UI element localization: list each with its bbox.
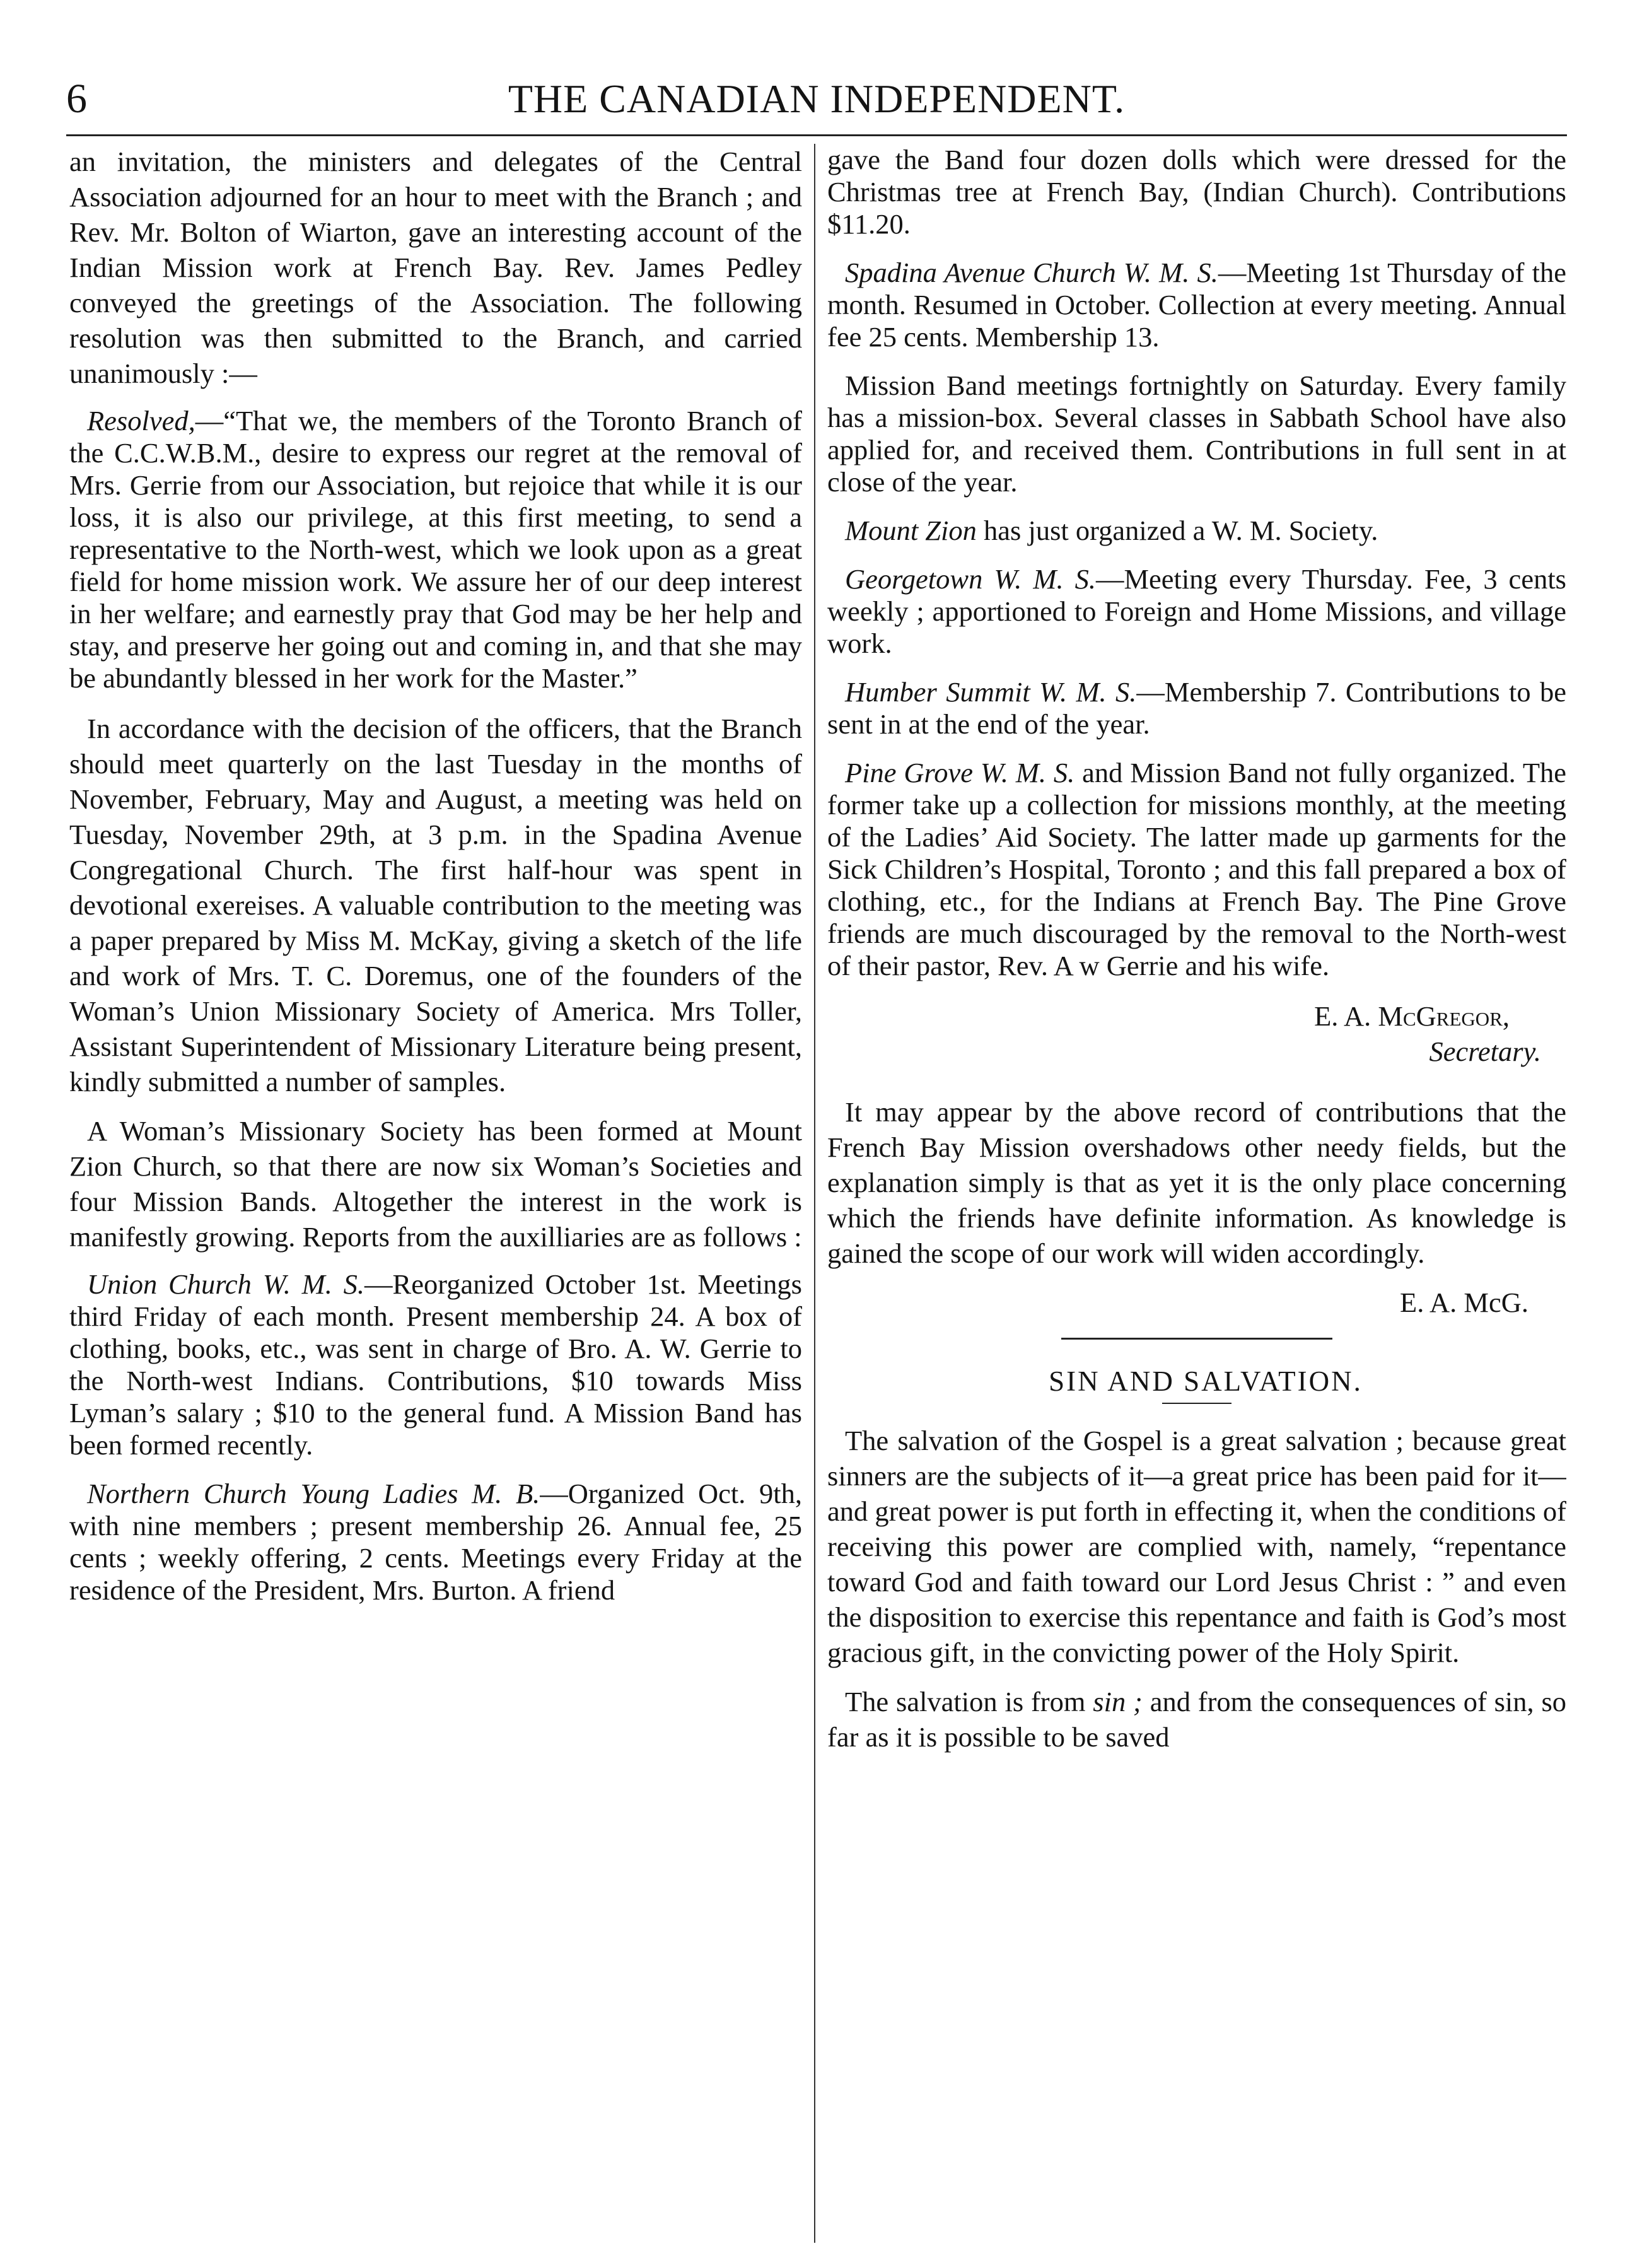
- paragraph-invitation: an invitation, the ministers and delegates of the Central Association adjourned for an hour to meet with the Branch ; and Rev. Mr. Bolton of Wiarton, gave an interesting account of the Indian Mission work at French Bay. Rev. James Pedley conveyed the greetings of the Association. The following resolution was then submitted to the Branch, and carried unanimously :—: [69, 146, 802, 389]
- report-georgetown: [827, 563, 1566, 660]
- paragraph-meeting: In accordance with the decision of the officers, that the Branch should meet quarterly on the last Tuesday in the months of November, February, May and August, a meeting was held on Tuesday, November 29th, at 3 p.m. in the Spadina Avenue Congregational Church. The first half-hour was spent in devotional exereises. A valuable contribution to the meeting was a paper prepared by Miss M. McKay, giving a sketch of the life and work of Mrs. T. C. Doremus, one of the founders of the Woman’s Union Missionary Society of America. Mrs Toller, Assistant Superintendent of Missionary Literature being present, kindly submitted a number of samples.: [69, 713, 802, 1097]
- resolution-text: —“That we, the members of the Toronto Branch of the C.C.W.B.M., desire to express our regret at the removal of Mrs. Gerrie from our Association, but rejoice that while it is our loss, it is also our privilege, at this first meeting, to send a representative to the North-west, which we look upon as a great field for home mission work. We assure her of our deep interest in her welfare; and earnestly pray that God may be her help and stay, and preserve her going out and coming in, and that she may be abundantly blessed in her work for the Master.”: [69, 405, 802, 694]
- report-label: Northern Church Young Ladies M. B.: [87, 1478, 540, 1509]
- report-text: —Meeting every Thursday. Fee, 3 cents weekly ; apportioned to Foreign and Home Missions, and village work.: [827, 563, 1566, 659]
- report-text: —Reorganized October 1st. Meetings third Friday of each month. Present membership 24. A box of clothing, books, etc., was sent in charge of Bro. A. W. Gerrie to the North-west Indians. Contributions, $10 towards Miss Lyman’s salary ; $10 to the general fund. A Mission Band has been formed recently.: [69, 1268, 802, 1461]
- masthead-title: THE CANADIAN INDEPENDENT.: [508, 76, 1126, 121]
- paragraph-salvation-from-sin: [827, 1684, 1566, 1755]
- paragraph-mount-zion-society: A Woman’s Missionary Society has been formed at Mount Zion Church, so that there are now six Woman’s Societies and four Mission Bands. Altogether the interest in the work is manifestly growing. Reports from the auxilliaries are as follows :: [69, 1115, 802, 1253]
- report-text: —Meeting 1st Thursday of the month. Resumed in October. Collection at every meeting. Annual fee 25 cents. Membership 13.: [827, 257, 1566, 353]
- resolution-label: Resolved,: [87, 405, 195, 436]
- text-run: The salvation is from: [845, 1686, 1093, 1717]
- signature-title: Secretary.: [1429, 1036, 1541, 1067]
- paragraph-salvation: The salvation of the Gospel is a great salvation ; because great sinners are the subjects of it—a great price has been paid for it—and great power is put forth in effecting it, when the conditions of receiving this power are complied with, namely, “repentance toward God and faith toward our Lord Jesus Christ : ” and even the disposition to exercise this repentance and faith is God’s most gracious gift, in the convicting power of the Holy Spirit.: [827, 1425, 1566, 1668]
- report-label: Pine Grove W. M. S.: [845, 757, 1075, 788]
- column-divider: [814, 144, 815, 2243]
- report-spadina: [827, 257, 1566, 353]
- text-run-italic: sin ;: [1093, 1686, 1143, 1717]
- section-title: SIN AND SALVATION.: [1049, 1365, 1363, 1397]
- report-text: —Membership 7. Contributions to be sent in at the end of the year.: [827, 676, 1566, 740]
- text-run: and from the consequences of sin, so far as it is possible to be saved: [827, 1686, 1566, 1753]
- left-column: [69, 144, 802, 2243]
- editor-note: It may appear by the above record of contributions that the French Bay Mission overshadows other needy fields, but the explanation simply is that as yet it is the only place concerning which the friends have definite information. As knowledge is gained the scope of our work will widen accordingly.: [827, 1096, 1566, 1269]
- header-rule: [66, 134, 1567, 136]
- section-rule: [1061, 1338, 1332, 1340]
- report-label: Humber Summit W. M. S.: [845, 676, 1137, 708]
- report-text: has just organized a W. M. Society.: [976, 515, 1378, 546]
- report-spadina-band: Mission Band meetings fortnightly on Saturday. Every family has a mission-box. Several classes in Sabbath School have also applied for, and received them. Contributions in full sent in at close of the year.: [827, 370, 1566, 498]
- report-label: Union Church W. M. S.: [87, 1268, 365, 1300]
- report-label: Mount Zion: [845, 515, 977, 546]
- report-northern-church: [69, 1478, 802, 1606]
- right-column: [827, 144, 1566, 2243]
- report-mount-zion: [827, 515, 1566, 547]
- signature-name: E. A. McGregor,: [1314, 1000, 1510, 1032]
- paragraph-dolls: gave the Band four dozen dolls which were dressed for the Christmas tree at French Bay, (Indian Church). Contributions $11.20.: [827, 144, 1566, 240]
- report-label: Georgetown W. M. S.: [845, 563, 1096, 595]
- report-text: —Organized Oct. 9th, with nine members ; present membership 26. Annual fee, 25 cents ; weekly offering, 2 cents. Meetings every Friday at the residence of the President, Mrs. Burton. A friend: [69, 1478, 802, 1606]
- report-pine-grove: [827, 757, 1566, 982]
- report-text: and Mission Band not fully organized. The former take up a collection for missions monthly, at the meeting of the Ladies’ Aid Society. The latter made up garments for the Sick Children’s Hospital, Toronto ; and this fall prepared a box of clothing, etc., for the Indians at French Bay. The Pine Grove friends are much discouraged by the removal to the North-west of their pastor, Rev. A w Gerrie and his wife.: [827, 757, 1566, 981]
- paragraph-resolution: [69, 405, 802, 694]
- note-signature: E. A. McG.: [1400, 1287, 1528, 1318]
- report-label: Spadina Avenue Church W. M. S.: [845, 257, 1218, 288]
- page-header: [66, 71, 1567, 127]
- section-title-rule: [1162, 1403, 1231, 1404]
- report-humber-summit: [827, 676, 1566, 740]
- report-union-church: [69, 1268, 802, 1461]
- page-number: 6: [66, 76, 87, 122]
